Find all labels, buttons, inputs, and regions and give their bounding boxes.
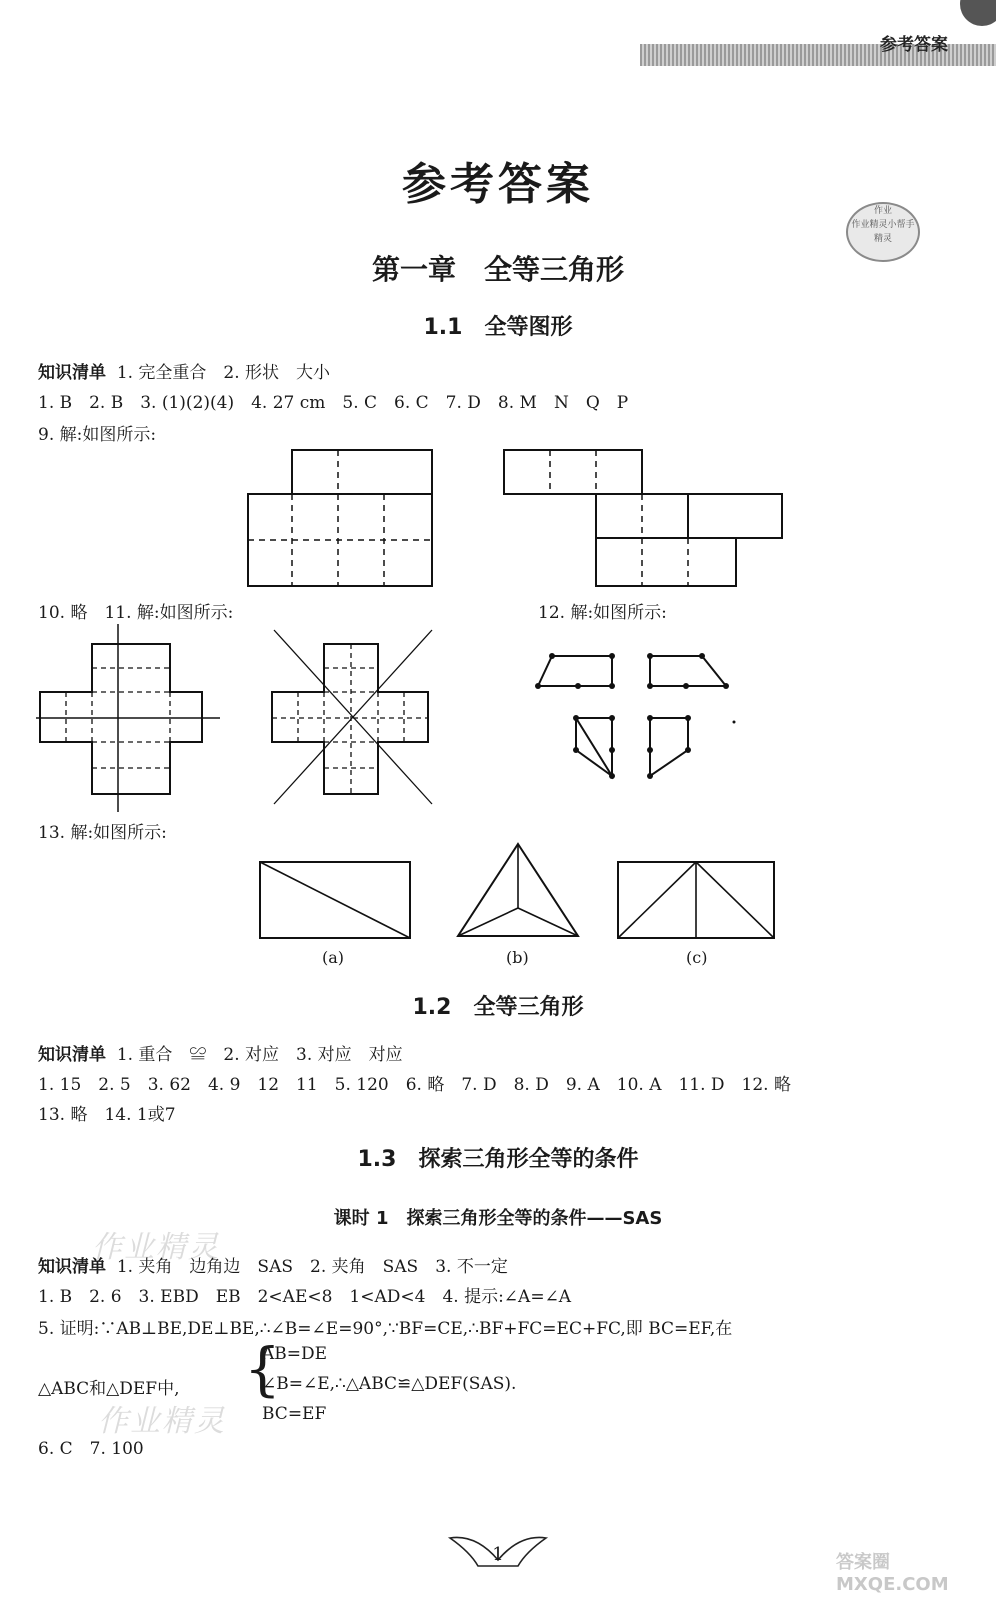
s11-q9: 9. 解:如图所示: (38, 425, 157, 445)
stamp-line-1: 作业 (873, 206, 892, 216)
s13-kl-label: 知识清单 (38, 1257, 106, 1277)
proof-condition-3: BC=EF (262, 1404, 327, 1424)
s13-subtitle: 课时 1 探索三角形全等的条件——SAS (333, 1208, 663, 1229)
q12-quadrilateral-figures (530, 646, 760, 786)
s13-answers-line-1: 1. B 2. 6 3. EBD EB 2<AE<8 1<AD<4 4. 提示:∠A=∠A (38, 1287, 572, 1307)
q11-cross-figure-right (268, 624, 438, 812)
stamp-line-3: 精灵 (873, 234, 892, 244)
s11-knowledge-line (38, 358, 330, 383)
header-label: 参考答案 (880, 35, 948, 55)
chapter-title: 第一章 全等三角形 (371, 253, 624, 286)
s11-q13: 13. 解:如图所示: (38, 823, 167, 843)
s12-kl-label: 知识清单 (38, 1045, 106, 1065)
s11-q10-11: 10. 略 11. 解:如图所示: (38, 603, 234, 623)
s13-proof-line: 5. 证明:∵AB⊥BE,DE⊥BE,∴∠B=∠E=90°,∵BF=CE,∴BF+FC=EC+FC,即 BC=EF,在 (38, 1319, 733, 1339)
s13-knowledge-line (38, 1252, 508, 1277)
section-1-2-title: 1.2 全等三角形 (412, 995, 584, 1020)
caption-a: (a) (322, 948, 345, 967)
caption-c: (c) (686, 948, 708, 967)
s12-kl-text: 1. 重合 ≌ 2. 对应 3. 对应 对应 (116, 1045, 403, 1065)
q13-figure-a (256, 846, 416, 942)
corner-watermark: 答案圈 MXQE.COM (836, 1552, 949, 1595)
caption-b: (b) (506, 948, 529, 967)
q9-net-figure-left (244, 448, 444, 590)
s11-kl-label: 知识清单 (38, 363, 106, 383)
stamp-line-2: 作业精灵小帮手 (851, 220, 915, 230)
watermark-1: 作业精灵 (92, 1230, 220, 1265)
q11-cross-figure-left (36, 624, 220, 812)
s12-knowledge-line (38, 1040, 403, 1065)
section-1-1-title: 1.1 全等图形 (423, 315, 573, 340)
section-1-3-title: 1.3 探索三角形全等的条件 (357, 1147, 639, 1172)
proof-condition-2: ∠B=∠E,∴△ABC≌△DEF(SAS). (262, 1374, 517, 1394)
watermark-2: 作业精灵 (98, 1404, 226, 1439)
s13-answers-last: 6. C 7. 100 (38, 1439, 144, 1459)
s12-answers-line-2: 13. 略 14. 1或7 (38, 1105, 176, 1125)
q13-figure-c (614, 846, 780, 942)
q9-net-figure-right (502, 448, 786, 590)
s13-proof-prefix: △ABC和△DEF中, (38, 1379, 180, 1399)
s12-answers-line-1: 1. 15 2. 5 3. 62 4. 9 12 11 5. 120 6. 略 7. D 8. D 9. A 10. A 11. D 12. 略 (38, 1075, 791, 1095)
s13-kl-text: 1. 夹角 边角边 SAS 2. 夹角 SAS 3. 不一定 (116, 1257, 508, 1277)
page-title: 参考答案 (402, 159, 594, 210)
s11-answers-line: 1. B 2. B 3. (1)(2)(4) 4. 27 cm 5. C 6. C 7. D 8. M N Q P (38, 393, 629, 413)
s11-q12: 12. 解:如图所示: (538, 603, 667, 623)
s11-kl-text: 1. 完全重合 2. 形状 大小 (116, 363, 331, 383)
proof-condition-1: AB=DE (262, 1344, 328, 1364)
proof-brace: { (244, 1335, 281, 1403)
header-corner-mark (960, 0, 996, 26)
q13-figure-b (454, 840, 584, 942)
page-number: 1 (492, 1544, 504, 1565)
